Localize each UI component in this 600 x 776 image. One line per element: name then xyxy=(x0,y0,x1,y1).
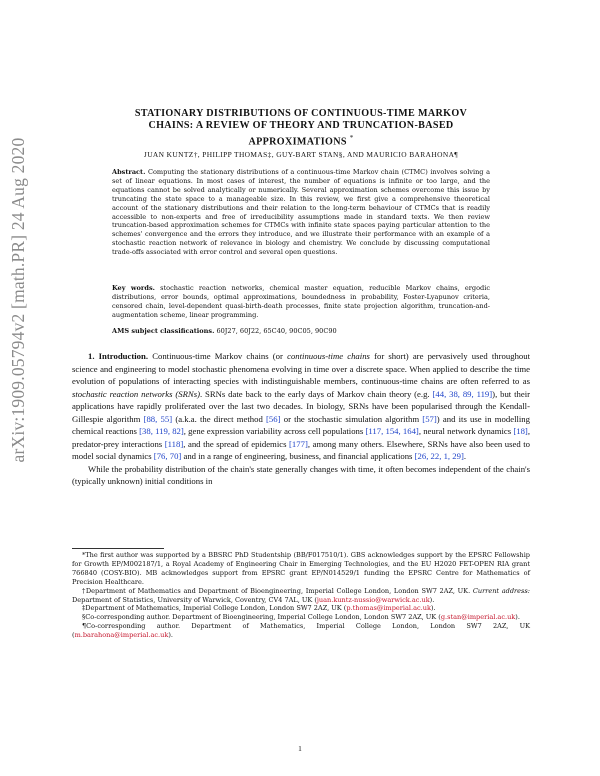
keywords-text: stochastic reaction networks, chemical master equation, reducible Markov chains, ergodic distributions, error bounds, optimal approximations, boundedness in probability, Foster-Lyapunov criteria, censored chain, level-dependent quasi-birth-death processes, finite state projection algorithm, truncation-and-augmentation scheme, linear programming. xyxy=(112,284,490,319)
footnote-funding: *The first author was supported by a BBSRC PhD Studentship (BB/F017510/1). GBS acknowledges support by the EPSRC Fellowship for Growth EP/M002187/1, a Royal Academy of Engineering Chair in Emerging Technologies, and the EU H2020 FET-OPEN RIA grant 766840 (COSY-BIO). MB acknowledges support from EPSRC grant EP/N014529/1 funding the EPSRC Centre for Mathematics of Precision Healthcare. xyxy=(72,551,530,586)
footnote-author-stan: §Co-corresponding author. Department of Bioengineering, Imperial College London, London SW7 2AZ, UK (g.stan@imperial.ac.uk). xyxy=(82,613,520,622)
email-link[interactable]: p.thomas@imperial.ac.uk xyxy=(346,604,431,613)
footnote-author-thomas: ‡Department of Mathematics, Imperial College London, London SW7 2AZ, UK (p.thomas@imperial.ac.uk). xyxy=(82,604,436,613)
section-heading-introduction: 1. Introduction. xyxy=(88,351,149,361)
page-number: 1 xyxy=(298,744,302,753)
author-list: JUAN KUNTZ†, PHILIPP THOMAS‡, GUY-BART STAN§, AND MAURICIO BARAHONA¶ xyxy=(143,150,459,159)
footnote-author-barahona: ¶Co-corresponding author. Department of Mathematics, Imperial College London, London SW7 2AZ, UK (m.barahona@imperial.ac.uk). xyxy=(72,622,530,640)
footnote-author-kuntz: †Department of Mathematics and Department of Bioengineering, Imperial College London, London SW7 2AZ, UK. Current address: Department of Statistics, University of Warwick, Coventry, CV4 7AL, UK (juan.kuntz-nussio@warwick.ac.uk). xyxy=(72,586,530,604)
paper-title xyxy=(85,108,517,149)
title-line-1: STATIONARY DISTRIBUTIONS OF CONTINUOUS-TIME MARKOV xyxy=(134,108,468,119)
citation-link[interactable]: [57] xyxy=(422,413,437,424)
title-line-3: APPROXIMATIONS xyxy=(248,136,347,148)
citation-link[interactable]: [26, 22, 1, 29] xyxy=(414,451,464,461)
citation-link[interactable]: [88, 55] xyxy=(143,413,173,424)
footnotes xyxy=(72,551,530,640)
abstract-text: Computing the stationary distributions of a continuous-time Markov chain (CTMC) involves solving a set of linear equations. In most cases of interest, the number of equations is infinite or too large, and the equations cannot be solved analytically or numerically. Several approximation schemes overcome this issue by truncating the state space to a manageable size. In this review, we first give a comprehensive theoretical account of the stationary distributions and their relation to the long-term behaviour of CTMCs that is readily accessible to non-experts and free of irreducibility assumptions made in standard texts. We then review truncation-based approximation schemes for CTMCs with infinite state spaces paying particular attention to the schemes' convergence and the errors they introduce, and we illustrate their performance with an example of a stochastic reaction network of relevance in biology and chemistry. We conclude by discussing computational trade-offs associated with error control and several open questions. xyxy=(112,168,490,257)
intro-paragraph-1: 1. Introduction. Continuous-time Markov chains (or continuous-time chains for short) are pervasively used throughout science and engineering to model stochastic phenomena evolving in time over a discrete space. When applied to describe the time evolution of populations of interacting species with indistinguishable members, continuous-time chains are often referred to as stochastic reaction networks (SRNs). SRNs date back to the early days of Markov chain theory (e.g. [44, 38, 89, 119]), but their applications have rapidly proliferated over the last two decades. In biology, SRNs have been popularised through the Kendall-Gillespie algorithm [88, 55] (a.k.a. the direct method [56] or the stochastic simulation algorithm [57]) and its use in modelling chemical reactions [38, 119, 82], gene expression variability across cell populations [117, 154, 164], neural network dynamics [18], predator-prey interactions [118], and the spread of epidemics [177], among many others. Elsewhere, SRNs have also been used to model social dynamics [76, 70] and in a range of engineering, business, and financial applications [26, 22, 1, 29]. xyxy=(72,351,531,461)
citation-link[interactable]: [118] xyxy=(164,438,184,449)
ams-classification xyxy=(112,327,490,336)
citation-link[interactable]: [38, 119, 82] xyxy=(139,426,184,436)
introduction-section xyxy=(72,350,530,488)
email-link[interactable]: juan.kuntz-nussio@warwick.ac.uk xyxy=(316,595,430,604)
arxiv-identifier-stamp: arXiv:1909.05794v2 [math.PR] 24 Aug 2020 xyxy=(8,137,28,463)
email-link[interactable]: g.stan@imperial.ac.uk xyxy=(440,613,516,622)
citation-link[interactable]: [56] xyxy=(266,413,281,424)
ams-heading: AMS subject classifications. xyxy=(112,327,215,335)
citation-link[interactable]: [117, 154, 164] xyxy=(365,426,419,436)
citation-link[interactable]: [177] xyxy=(289,438,308,449)
abstract xyxy=(112,168,490,257)
title-footnote-mark: * xyxy=(349,134,354,143)
intro-paragraph-2: While the probability distribution of the chain's state generally changes with time, it often becomes independent of the chain's (typically unknown) initial conditions in xyxy=(72,463,530,486)
keywords-heading: Key words. xyxy=(112,284,155,292)
ams-codes: 60J27, 60J22, 65C40, 90C05, 90C90 xyxy=(216,327,337,335)
abstract-heading: Abstract. xyxy=(112,168,146,176)
citation-link[interactable]: [18] xyxy=(513,426,528,436)
citation-link[interactable]: [44, 38, 89, 119] xyxy=(432,388,493,399)
email-link[interactable]: m.barahona@imperial.ac.uk xyxy=(74,631,169,640)
footnote-divider xyxy=(72,548,164,549)
keywords xyxy=(112,284,490,320)
title-line-2: CHAINS: A REVIEW OF THEORY AND TRUNCATION-BASED xyxy=(148,120,454,132)
citation-link[interactable]: [76, 70] xyxy=(153,451,182,461)
